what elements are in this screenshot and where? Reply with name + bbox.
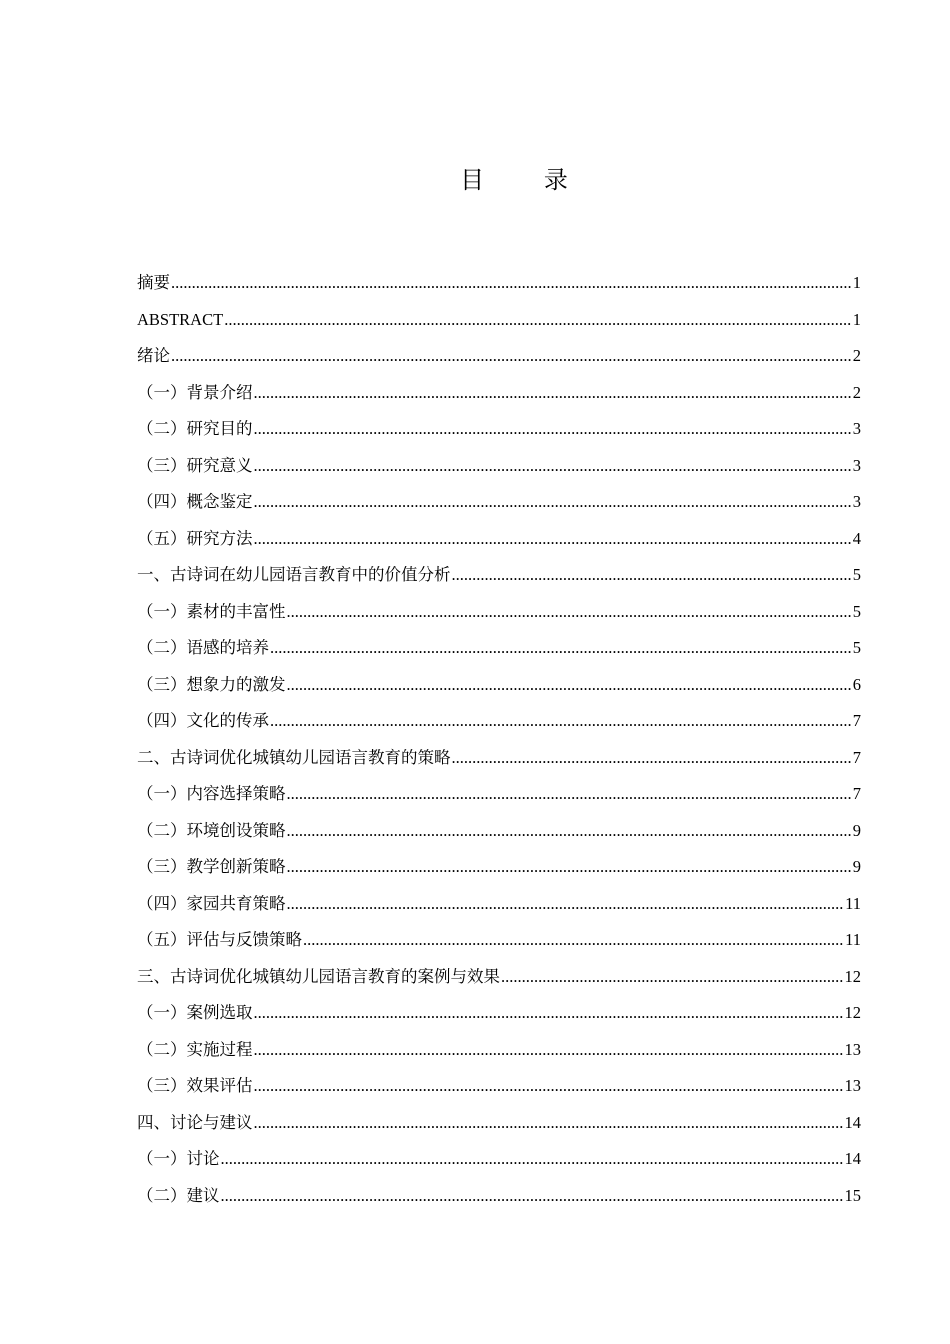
toc-entry-page-number: 7	[852, 784, 861, 803]
toc-dot-leader	[287, 594, 852, 631]
toc-entry-label: （三）研究意义	[137, 455, 253, 475]
toc-dot-leader	[254, 1105, 844, 1142]
toc-entry-page-number: 5	[852, 565, 861, 584]
toc-entry-label: （五）评估与反馈策略	[137, 930, 302, 949]
toc-dot-leader	[171, 338, 852, 375]
toc-entry-label: （三）想象力的激发	[137, 674, 286, 694]
toc-entry[interactable]	[137, 484, 861, 521]
toc-dot-leader	[254, 411, 852, 448]
toc-entry-page-number: 2	[852, 346, 861, 365]
toc-dot-leader	[287, 886, 845, 923]
toc-entry[interactable]	[137, 557, 861, 594]
toc-dot-leader	[224, 302, 852, 339]
toc-dot-leader	[270, 630, 852, 667]
toc-entry-label: （一）案例选取	[137, 1003, 253, 1022]
toc-entry-page-number: 11	[845, 930, 861, 949]
toc-entry-label: （五）研究方法	[137, 528, 253, 548]
toc-entry-page-number: 2	[852, 382, 861, 402]
toc-entry-page-number: 12	[844, 966, 861, 986]
toc-entry[interactable]	[137, 995, 861, 1032]
toc-dot-leader	[221, 1141, 844, 1178]
toc-entry-label: 绪论	[137, 346, 170, 365]
toc-dot-leader	[501, 959, 844, 996]
toc-dot-leader	[287, 776, 852, 813]
toc-entry[interactable]	[137, 448, 861, 485]
toc-dot-leader	[287, 813, 852, 850]
toc-entry-label: 三、古诗词优化城镇幼儿园语言教育的案例与效果	[137, 966, 500, 986]
toc-entry-page-number: 11	[845, 893, 861, 913]
toc-entry[interactable]	[137, 302, 861, 339]
toc-entry[interactable]	[137, 375, 861, 412]
toc-entry-page-number: 13	[844, 1039, 861, 1059]
toc-entry-page-number: 12	[844, 1003, 861, 1022]
toc-entry[interactable]	[137, 1141, 861, 1178]
toc-entry-label: （二）建议	[137, 1185, 220, 1205]
toc-entry-label: （四）概念鉴定	[137, 492, 253, 511]
toc-entry-page-number: 5	[852, 601, 861, 621]
toc-entry-label: （二）语感的培养	[137, 638, 269, 657]
toc-entry[interactable]	[137, 1068, 861, 1105]
toc-dot-leader	[287, 667, 852, 704]
toc-entry-page-number: 4	[852, 528, 861, 548]
table-of-contents	[137, 265, 861, 1214]
toc-entry-label: 一、古诗词在幼儿园语言教育中的价值分析	[137, 565, 451, 584]
toc-entry-label: （二）环境创设策略	[137, 820, 286, 840]
toc-entry-label: （一）素材的丰富性	[137, 601, 286, 621]
toc-dot-leader	[254, 995, 844, 1032]
toc-entry[interactable]	[137, 959, 861, 996]
toc-entry-label: （一）讨论	[137, 1149, 220, 1168]
toc-entry-page-number: 7	[852, 711, 861, 730]
toc-entry[interactable]	[137, 667, 861, 704]
toc-entry[interactable]	[137, 886, 861, 923]
toc-entry-page-number: 15	[844, 1185, 861, 1205]
toc-dot-leader	[254, 1068, 844, 1105]
toc-entry[interactable]	[137, 813, 861, 850]
toc-dot-leader	[171, 265, 852, 302]
toc-entry[interactable]	[137, 849, 861, 886]
toc-entry[interactable]	[137, 1032, 861, 1069]
toc-entry[interactable]	[137, 338, 861, 375]
toc-entry-label: ABSTRACT	[137, 309, 224, 329]
toc-dot-leader	[221, 1178, 844, 1215]
toc-dot-leader	[254, 484, 852, 521]
toc-entry-label: （四）文化的传承	[137, 711, 269, 730]
toc-entry-label: （四）家园共育策略	[137, 893, 286, 913]
toc-entry[interactable]	[137, 1178, 861, 1215]
toc-entry-label: （二）研究目的	[137, 419, 253, 438]
toc-entry-page-number: 7	[852, 747, 861, 767]
toc-entry-label: 四、讨论与建议	[137, 1112, 253, 1132]
toc-entry-label: （二）实施过程	[137, 1039, 253, 1059]
toc-dot-leader	[270, 703, 852, 740]
toc-dot-leader	[452, 740, 852, 777]
toc-entry[interactable]	[137, 922, 861, 959]
toc-entry-label: 摘要	[137, 273, 170, 292]
toc-entry[interactable]	[137, 703, 861, 740]
toc-entry-label: （三）效果评估	[137, 1076, 253, 1095]
toc-entry-page-number: 6	[852, 674, 861, 694]
toc-entry-page-number: 1	[852, 273, 861, 292]
toc-dot-leader	[254, 375, 852, 412]
toc-entry-label: （三）教学创新策略	[137, 857, 286, 876]
toc-entry-page-number: 14	[844, 1149, 861, 1168]
toc-entry-page-number: 3	[852, 455, 861, 475]
toc-dot-leader	[287, 849, 852, 886]
toc-entry[interactable]	[137, 521, 861, 558]
toc-entry-page-number: 3	[852, 492, 861, 511]
toc-entry-page-number: 5	[852, 638, 861, 657]
toc-entry-page-number: 9	[852, 820, 861, 840]
toc-entry-page-number: 14	[844, 1112, 861, 1132]
toc-dot-leader	[452, 557, 852, 594]
toc-entry[interactable]	[137, 776, 861, 813]
toc-entry-page-number: 3	[852, 419, 861, 438]
toc-entry[interactable]	[137, 594, 861, 631]
toc-dot-leader	[254, 1032, 844, 1069]
toc-title: 目 录	[460, 166, 570, 194]
toc-entry[interactable]	[137, 265, 861, 302]
toc-dot-leader	[254, 448, 852, 485]
toc-entry[interactable]	[137, 411, 861, 448]
toc-entry-label: 二、古诗词优化城镇幼儿园语言教育的策略	[137, 747, 451, 767]
toc-entry-label: （一）内容选择策略	[137, 784, 286, 803]
toc-entry-page-number: 13	[844, 1076, 861, 1095]
toc-dot-leader	[254, 521, 852, 558]
toc-entry[interactable]	[137, 1105, 861, 1142]
toc-entry-page-number: 9	[852, 857, 861, 876]
toc-entry[interactable]	[137, 630, 861, 667]
toc-entry[interactable]	[137, 740, 861, 777]
toc-entry-page-number: 1	[852, 309, 861, 329]
toc-dot-leader	[303, 922, 844, 959]
toc-entry-label: （一）背景介绍	[137, 382, 253, 402]
